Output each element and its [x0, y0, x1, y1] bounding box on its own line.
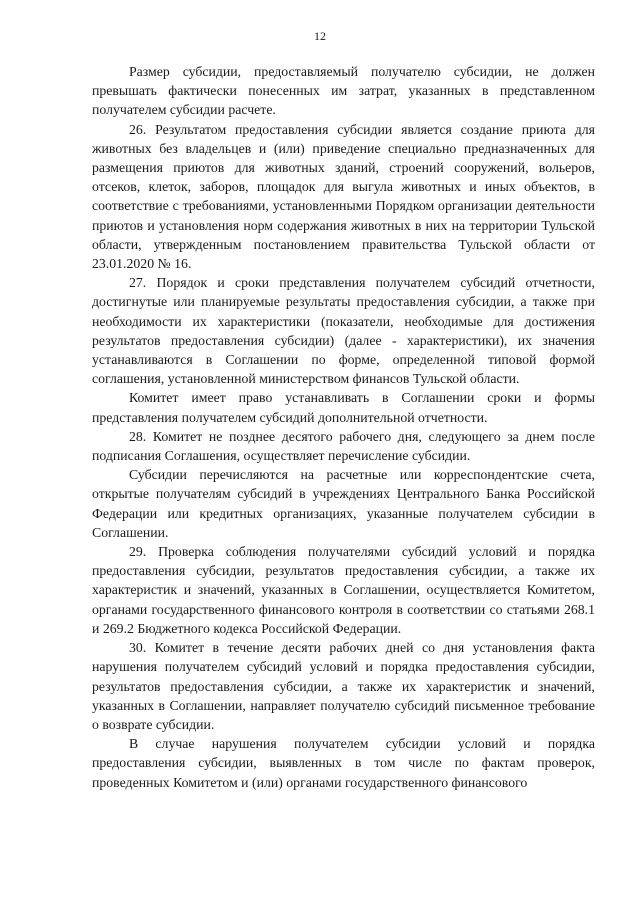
- paragraph-27-reporting: 27. Порядок и сроки представления получателем субсидий отчетности, достигнутые или планируемые результаты предоставления субсидии, а также при необходимости их характеристики (показатели, необходимые для достижения результатов предоставления субсидии) (далее - характеристики), их значения устанавливаются в Соглашении по форме, определенной типовой формой соглашения, установленной министерством финансов Тульской области.: [92, 275, 595, 387]
- paragraph-subsidy-amount: Размер субсидии, предоставляемый получателю субсидии, не должен превышать фактически понесенных им затрат, указанных в представленном получателем субсидии расчете.: [92, 64, 595, 118]
- paragraph-30-refund-demand: 30. Комитет в течение десяти рабочих дней со дня установления факта нарушения получателем субсидий условий и порядка предоставления субсидии, результатов предоставления субсидии, а также их характеристик и значений, указанных в Соглашении, направляет получателю субсидий письменное требование о возврате субсидии.: [92, 640, 595, 732]
- paragraph-violation-case: В случае нарушения получателем субсидии условий и порядка предоставления субсидии, выявленных в том числе по фактам проверок, проведенных Комитетом и (или) органами государственного финансового: [92, 736, 595, 790]
- paragraph-26-result: 26. Результатом предоставления субсидии является создание приюта для животных без владельцев и (или) приведение специально предназначенных для размещения приютов для животных зданий, строений сооружений, вольеров, отсеков, клеток, заборов, площадок для выгула животных и иных объектов, в соответствие с требованиями, установленными Порядком организации деятельности приютов и установления норм содержания животных в них на территории Тульской области, утвержденным постановлением правительства Тульской области от 23.01.2020 № 16.: [92, 121, 595, 272]
- paragraph-accounts: Субсидии перечисляются на расчетные или корреспондентские счета, открытые получателям субсидий в учреждениях Центрального Банка Российской Федерации или кредитных организациях, указанные получателем субсидии в Соглашении.: [92, 467, 595, 540]
- paragraph-28-transfer: 28. Комитет не позднее десятого рабочего дня, следующего за днем после подписания Соглашения, осуществляет перечисление субсидии.: [92, 428, 595, 464]
- page-number: 12: [314, 29, 326, 43]
- document-body: [92, 62, 595, 792]
- paragraph-29-inspection: 29. Проверка соблюдения получателями субсидий условий и порядка предоставления субсидии, результатов предоставления субсидии, а также их характеристик и значений, указанных в Соглашении, осуществляется Комитетом, органами государственного финансового контроля в соответствии со статьями 268.1 и 269.2 Бюджетного кодекса Российской Федерации.: [92, 544, 595, 636]
- paragraph-additional-reporting: Комитет имеет право устанавливать в Соглашении сроки и формы представления получателем субсидий дополнительной отчетности.: [92, 390, 595, 425]
